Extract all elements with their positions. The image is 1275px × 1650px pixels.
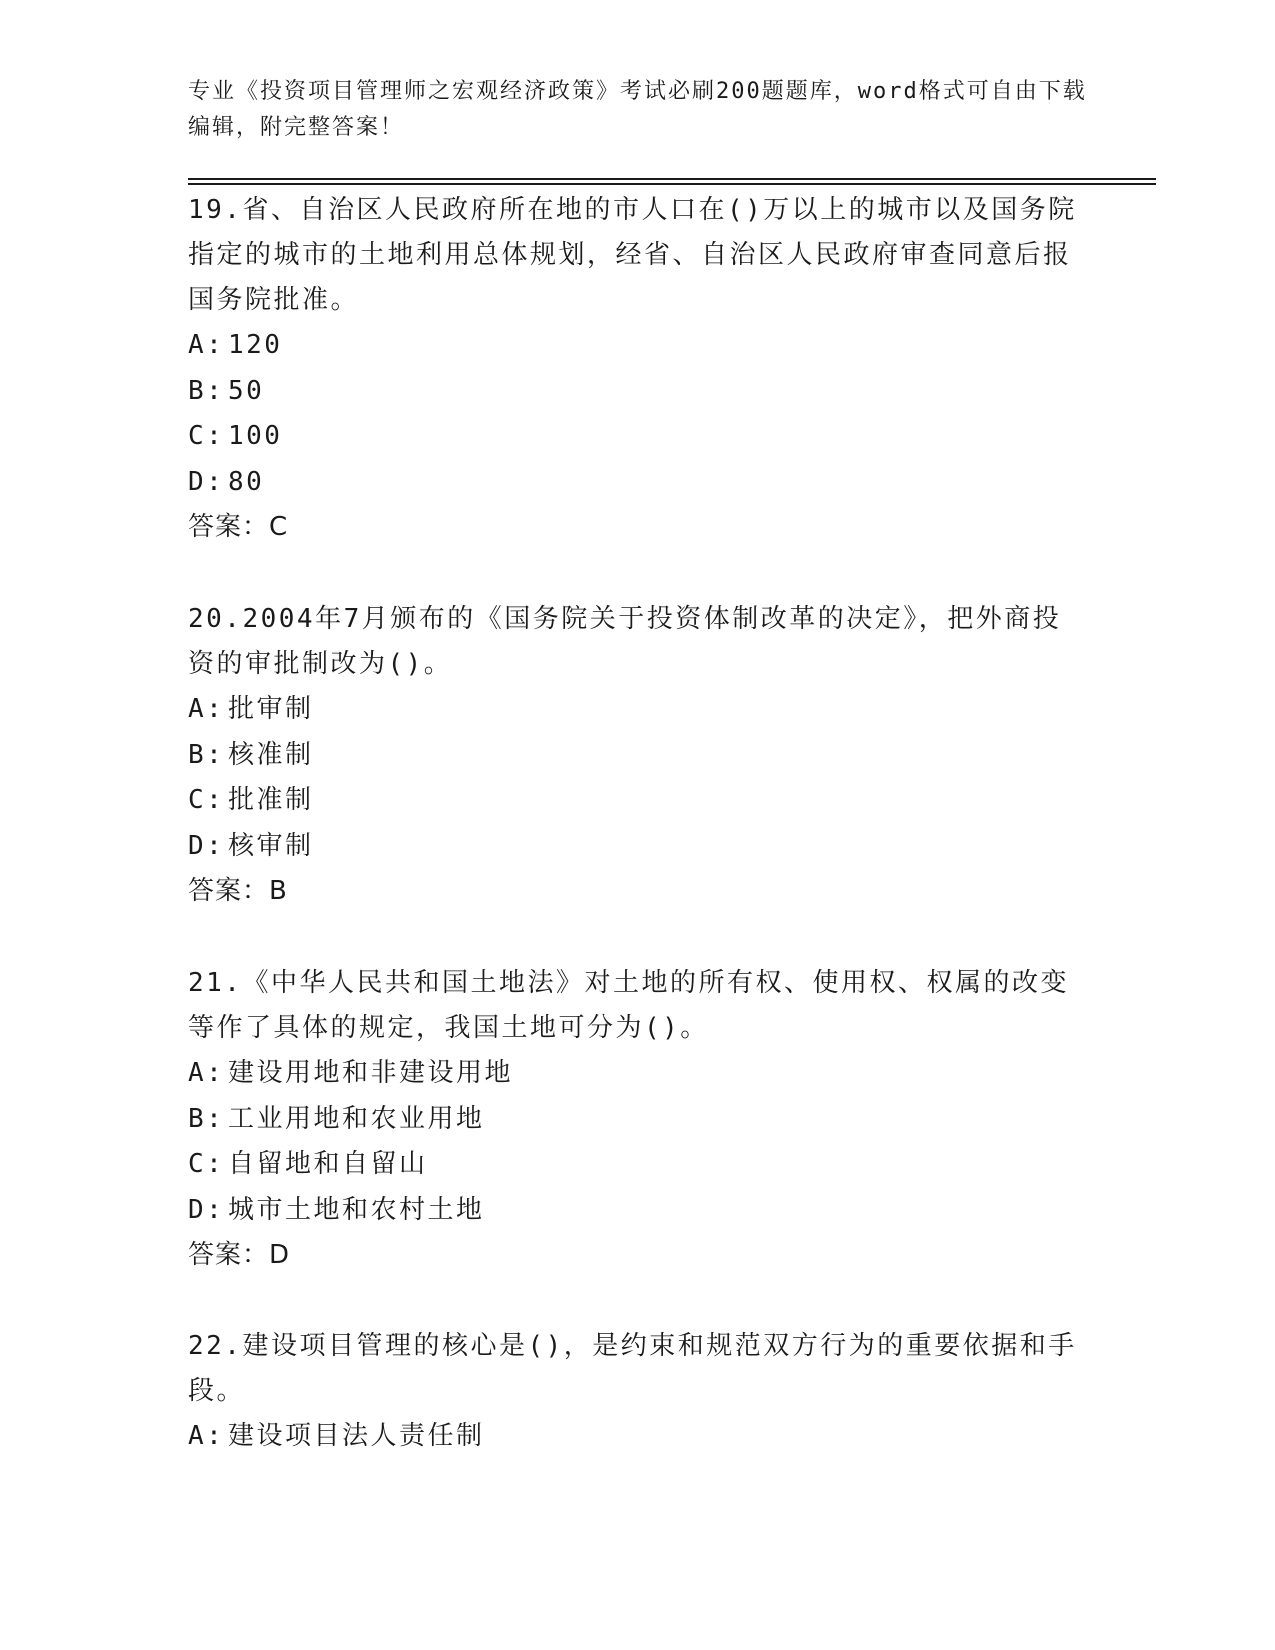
option-text: 工业用地和农业用地 xyxy=(228,1103,485,1134)
option-key: A: xyxy=(188,1058,225,1088)
option-text: 建设项目法人责任制 xyxy=(228,1421,485,1451)
question-stem: 21.《中华人民共和国土地法》对土地的所有权、使用权、权属的改变等作了具体的规定，我国土地可分为()。 xyxy=(188,968,1069,1043)
question-21 xyxy=(188,961,1088,1279)
option-c xyxy=(188,1142,1088,1188)
option-a xyxy=(188,687,1088,733)
question-stem: 22.建设项目管理的核心是()，是约束和规范双方行为的重要依据和手段。 xyxy=(188,1331,1077,1406)
option-text: 核审制 xyxy=(228,830,314,861)
option-text: 批审制 xyxy=(228,694,314,724)
header-divider-bottom xyxy=(188,183,1156,185)
answer-line: 答案：D xyxy=(188,1240,291,1270)
option-b xyxy=(188,733,1088,779)
option-key: C: xyxy=(188,1149,225,1179)
answer-line: 答案：C xyxy=(188,512,289,542)
option-text: 50 xyxy=(228,375,265,406)
option-text: 核准制 xyxy=(228,739,314,770)
option-a xyxy=(188,323,1088,369)
option-a xyxy=(188,1414,1088,1460)
option-key: D: xyxy=(188,830,225,861)
option-key: B: xyxy=(188,739,225,770)
option-d xyxy=(188,824,1088,870)
option-text: 120 xyxy=(228,330,283,360)
option-c xyxy=(188,778,1088,824)
option-text: 自留地和自留山 xyxy=(228,1149,428,1179)
option-key: B: xyxy=(188,1103,225,1134)
option-text: 80 xyxy=(228,466,265,497)
option-key: C: xyxy=(188,785,225,815)
option-c xyxy=(188,414,1088,460)
question-19 xyxy=(188,188,1088,551)
option-key: B: xyxy=(188,375,225,406)
option-b xyxy=(188,1097,1088,1143)
option-text: 城市土地和农村土地 xyxy=(228,1194,485,1225)
answer-line: 答案：B xyxy=(188,876,288,906)
option-text: 建设用地和非建设用地 xyxy=(228,1058,514,1088)
option-key: C: xyxy=(188,421,225,451)
option-key: A: xyxy=(188,330,225,360)
option-b xyxy=(188,369,1088,415)
question-22 xyxy=(188,1324,1088,1460)
option-d xyxy=(188,1188,1088,1234)
document-header: 专业《投资项目管理师之宏观经济政策》考试必刷200题题库，word格式可自由下载编辑，附完整答案！ xyxy=(188,79,1087,140)
option-text: 100 xyxy=(228,421,283,451)
question-stem: 20.2004年7月颁布的《国务院关于投资体制改革的决定》，把外商投资的审批制改为()。 xyxy=(188,604,1062,679)
option-text: 批准制 xyxy=(228,785,314,815)
option-key: D: xyxy=(188,466,225,497)
question-stem: 19.省、自治区人民政府所在地的市人口在()万以上的城市以及国务院指定的城市的土地利用总体规划，经省、自治区人民政府审查同意后报国务院批准。 xyxy=(188,195,1077,315)
option-key: D: xyxy=(188,1194,225,1225)
option-d xyxy=(188,460,1088,506)
option-key: A: xyxy=(188,1421,225,1451)
question-20 xyxy=(188,597,1088,915)
option-a xyxy=(188,1051,1088,1097)
header-divider-top xyxy=(188,178,1156,180)
option-key: A: xyxy=(188,694,225,724)
